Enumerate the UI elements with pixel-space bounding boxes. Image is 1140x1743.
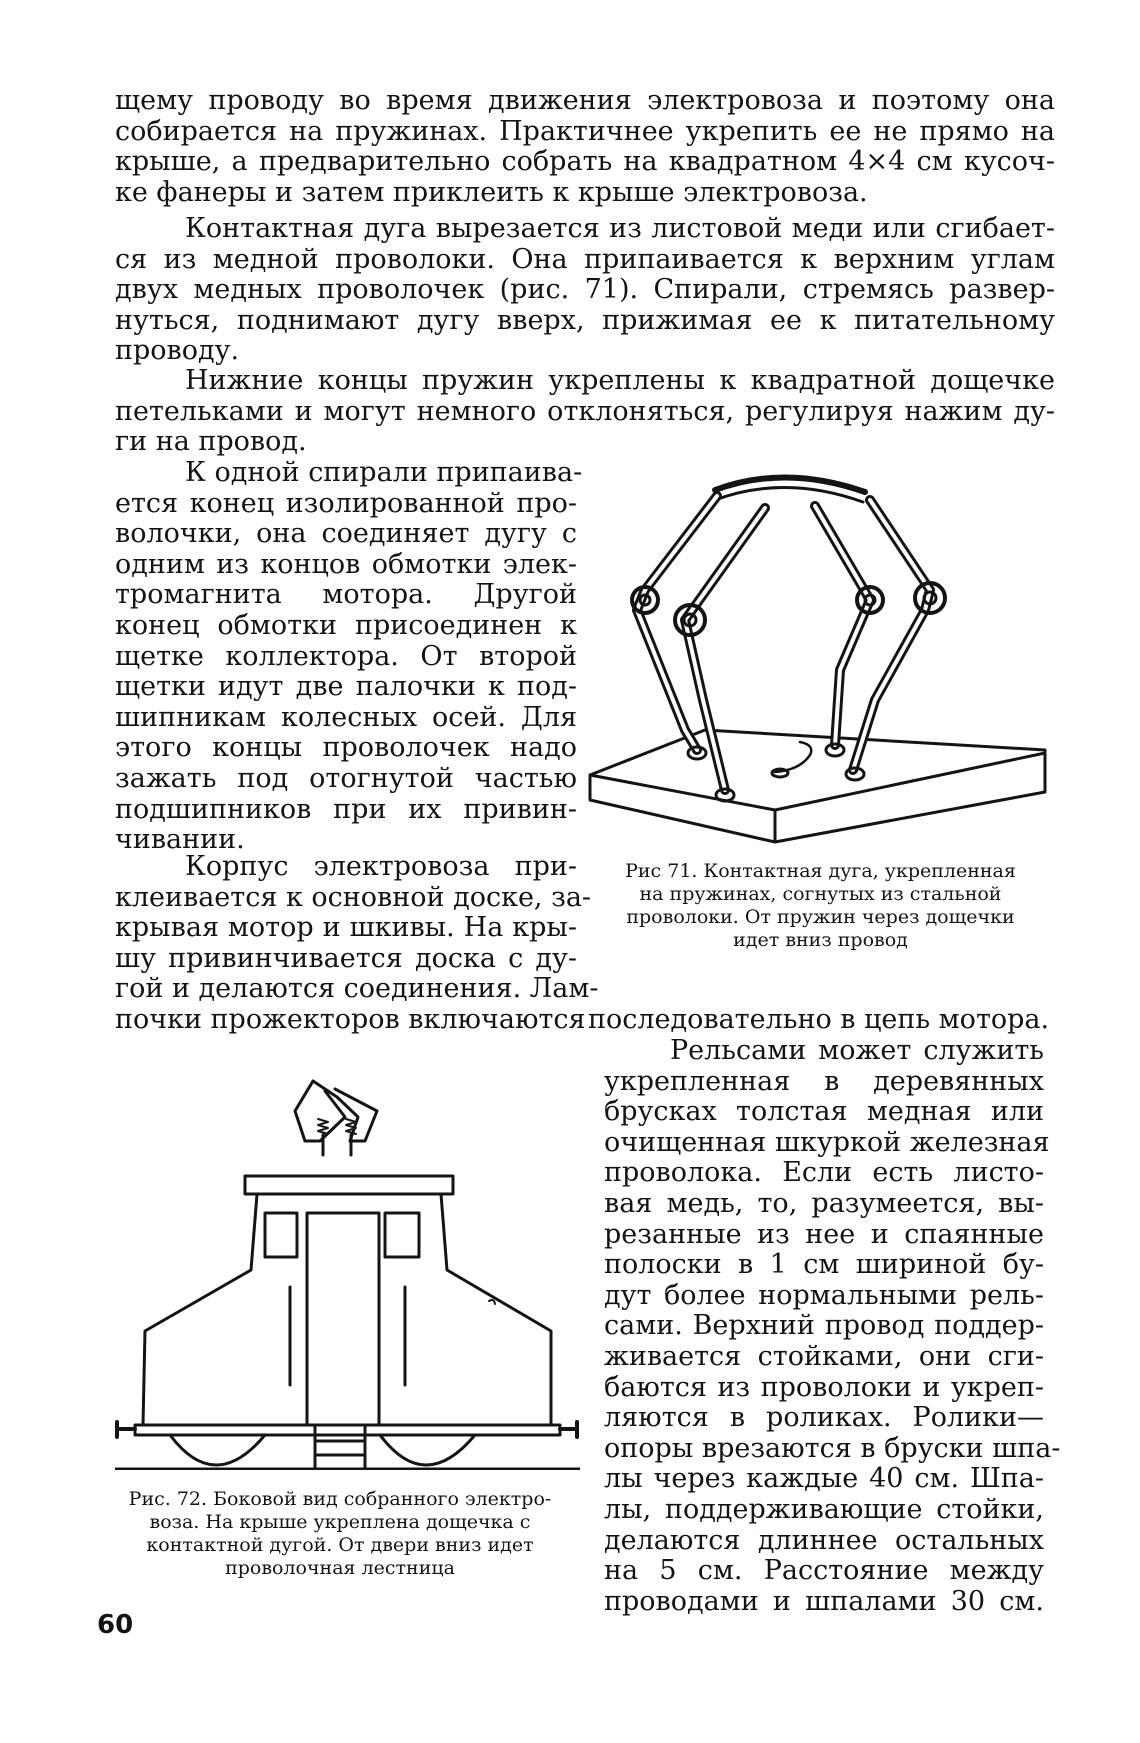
- text-line: К одной спирали припаива-: [185, 457, 583, 488]
- text-line: делаются длиннее остальных: [604, 1524, 1044, 1556]
- text-line: ке фанеры и затем приклеить к крыше электровоза.: [115, 176, 868, 208]
- text-line: вая медь, то, разумеется, вы-: [604, 1187, 1044, 1219]
- paragraph-contact-arc: [115, 214, 1055, 367]
- text-line: ся из медной проволоки. Она припаивается к верхним углам: [115, 243, 1055, 275]
- page-number: 60: [97, 1610, 134, 1640]
- lead-wire: [775, 742, 811, 772]
- wheel: [170, 1435, 265, 1465]
- wheel: [380, 1435, 475, 1465]
- text-line: Рельсами может служить: [670, 1035, 1044, 1066]
- ladder: [315, 1425, 365, 1469]
- text-line: укрепленная в деревянных: [604, 1065, 1044, 1097]
- caption-line: на пружинах, согнутых из стальной: [639, 883, 1002, 905]
- text-line: Нижние концы пружин укреплены к квадратной дощечке: [185, 365, 1055, 396]
- caption-line: проволоки. От пружин через дощечки: [626, 906, 1015, 928]
- cab-window: [385, 1213, 419, 1257]
- base-board-edge: [590, 753, 1045, 810]
- paragraph-body: [115, 851, 599, 1036]
- text-line: лы через каждые 40 см. Шпа-: [604, 1463, 1044, 1495]
- right-inner-spring: [815, 506, 870, 745]
- buffer: [117, 1422, 135, 1437]
- text-line: дут более нормальными рель-: [604, 1279, 1044, 1311]
- text-line: проволока. Если есть листо-: [604, 1157, 1044, 1189]
- text-line: полоски в 1 см шириной бу-: [604, 1249, 1044, 1281]
- paragraph-spiral: [115, 457, 583, 856]
- text-line: этого концы проволочек надо: [115, 732, 577, 764]
- text-line: очищенная шкуркой железная: [604, 1126, 1050, 1158]
- text-line: клеивается к основной доске, за-: [115, 881, 592, 913]
- text-line: тромагнита мотора. Другой: [115, 579, 577, 611]
- buffer: [560, 1422, 577, 1437]
- text-line: гой и делаются соединения. Лам-: [115, 973, 599, 1005]
- text-line: ляются в роликах. Ролики—: [604, 1402, 1044, 1434]
- text-line: чивании.: [115, 824, 245, 856]
- text-line: Корпус электровоза при-: [185, 851, 577, 882]
- text-line: проводу.: [115, 335, 240, 367]
- text-line: собирается на пружинах. Практичнее укрепить ее не прямо на: [115, 115, 1055, 147]
- figure-71-contact-arc-illustration: [585, 470, 1055, 855]
- text-line: петельками и могут немного отклоняться, регулируя нажим ду-: [115, 395, 1055, 427]
- text-line: одним из концов обмотки элек-: [115, 548, 577, 580]
- caption-line: проволочная лестница: [225, 1557, 455, 1579]
- text-line: резанные из нее и спаянные: [604, 1218, 1044, 1250]
- caption-line: Рис. 72. Боковой вид собранного электро-: [128, 1488, 552, 1510]
- text-line: на 5 см. Расстояние между: [604, 1555, 1044, 1587]
- roof-plank: [245, 1176, 453, 1194]
- text-line: щетки идут две палочки к под-: [115, 671, 577, 703]
- text-line: последовательно в цепь мотора.: [588, 1004, 1050, 1035]
- caption-line: Рис 71. Контактная дуга, укрепленная: [625, 860, 1016, 882]
- text-line: ется конец изолированной про-: [115, 487, 577, 519]
- text-line: ги на провод.: [115, 426, 307, 458]
- text-line: волочки, она соединяет дугу с: [115, 518, 577, 550]
- caption-line: контактной дугой. От двери вниз идет: [146, 1534, 534, 1556]
- text-line: лы, поддерживающие стойки,: [604, 1493, 1044, 1525]
- text-line: проводами и шпалами 30 см.: [604, 1585, 1044, 1617]
- frame: [135, 1425, 560, 1435]
- figure-71-caption: [598, 860, 1043, 952]
- base-board: [590, 730, 1045, 842]
- paragraph-springs: [115, 366, 1055, 458]
- paragraph-rails: [604, 1035, 1061, 1617]
- text-line: баются из проволоки и укреп-: [604, 1371, 1044, 1403]
- text-line: брусках толстая медная или: [604, 1096, 1044, 1128]
- caption-line: воза. На крыше укреплена дощечка с: [149, 1511, 531, 1533]
- pantograph: [295, 1081, 377, 1141]
- figure-72-locomotive-side-view: [115, 1075, 580, 1470]
- text-line: подшипников при их привин-: [115, 793, 577, 825]
- text-line: щему проводу во время движения электровоза и поэтому она: [115, 85, 1055, 116]
- text-line: конец обмотки присоединен к: [115, 609, 577, 641]
- cab-door: [307, 1213, 379, 1425]
- caption-line: идет вниз провод: [733, 929, 908, 951]
- text-line: шипникам колесных осей. Для: [115, 701, 577, 733]
- text-line: сами. Верхний провод поддер-: [604, 1310, 1044, 1342]
- text-line: нуться, поднимают дугу вверх, прижимая ее к питательному: [115, 304, 1055, 336]
- text-line: двух медных проволочек (рис. 71). Спирали, стремясь развер-: [115, 274, 1055, 306]
- text-line: шу привинчивается доска с ду-: [115, 942, 577, 974]
- text-line: крывая мотор и шкивы. На кры-: [115, 912, 577, 944]
- text-line: крыше, а предварительно собрать на квадратном 4×4 см кусоч-: [115, 146, 1055, 178]
- figure-72-caption: [95, 1488, 585, 1580]
- contact-arc: [715, 477, 865, 492]
- paragraph-body-continuation: [588, 1004, 1050, 1036]
- text-line: опоры врезаются в бруски шпа-: [604, 1432, 1061, 1464]
- cab-window: [265, 1213, 297, 1257]
- text-line: щетке коллектора. От второй: [115, 640, 577, 672]
- cab-body: [143, 1194, 551, 1425]
- text-line: почки прожекторов включаются: [115, 1003, 586, 1035]
- text-line: живается стойками, они сги-: [604, 1340, 1044, 1372]
- text-line: Контактная дуга вырезается из листовой меди или сгибает-: [185, 213, 1055, 244]
- top-paragraph: [115, 86, 1055, 208]
- text-line: зажать под отогнутой частью: [115, 762, 577, 794]
